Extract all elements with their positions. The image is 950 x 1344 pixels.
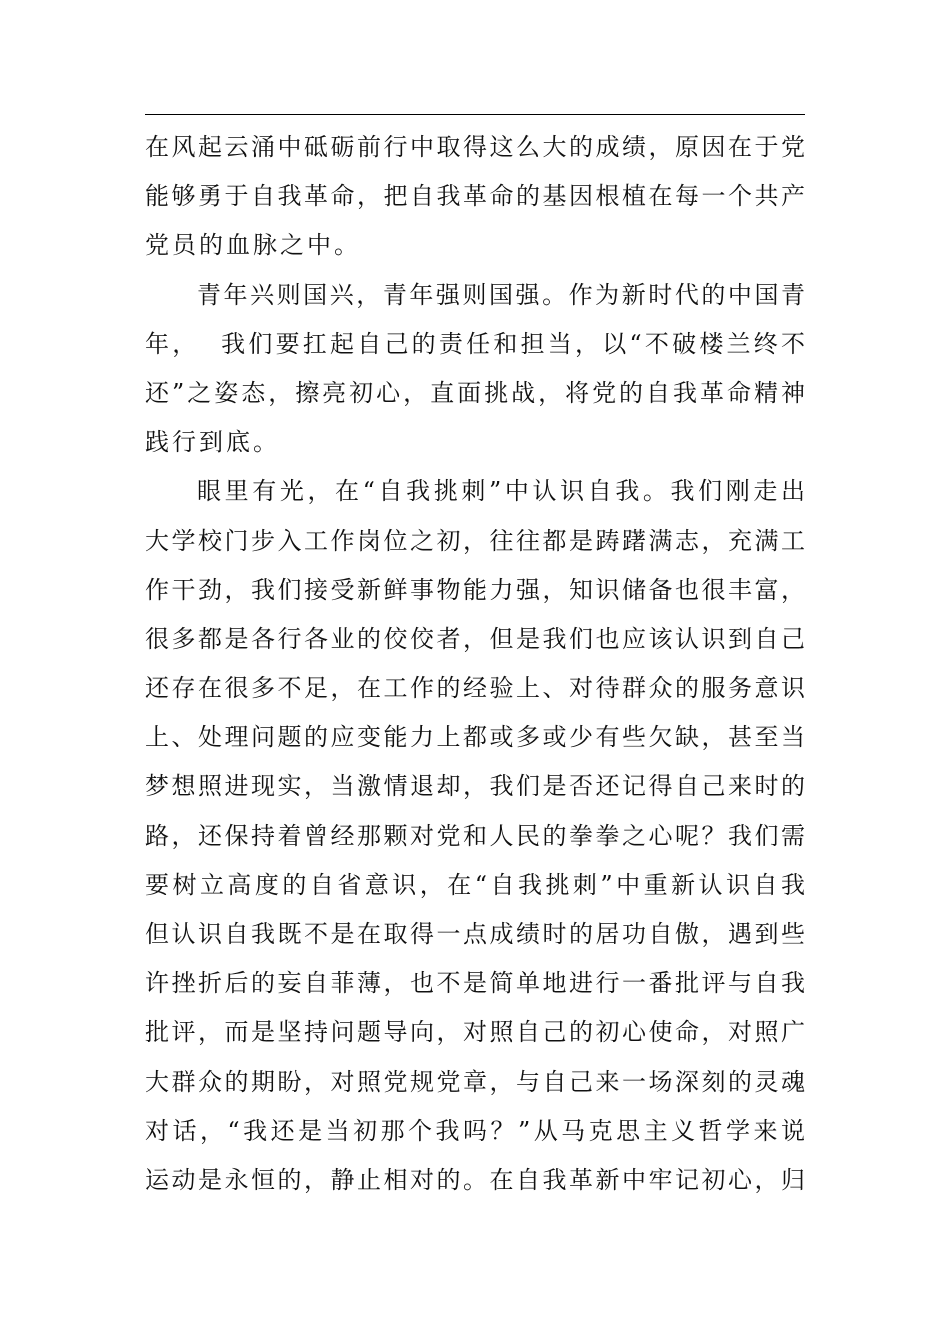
header-rule	[145, 114, 805, 115]
paragraph-2-line-1: 青年兴则国兴，青年强则国强。作为新时代的中国青	[197, 280, 805, 309]
paragraph-3-line-2: 大学校门步入工作岗位之初，往往都是踌躇满志，充满工	[145, 526, 805, 555]
paragraph-3-line-10: 但认识自我既不是在取得一点成绩时的居功自傲，遇到些	[145, 920, 805, 948]
paragraph-3-line-7: 梦想照进现实，当激情退却，我们是否还记得自己来时的	[145, 772, 805, 801]
body-text	[145, 123, 805, 1205]
paragraph-3-line-9: 要树立高度的自省意识，在“自我挑刺”中重新认识自我	[145, 870, 805, 899]
paragraph-3-line-13: 大群众的期盼，对照党规党章，与自己来一场深刻的灵魂	[145, 1067, 805, 1096]
paragraph-3-line-12: 批评，而是坚持问题导向，对照自己的初心使命，对照广	[145, 1018, 805, 1047]
paragraph-2-line-4: 践行到底。	[145, 428, 280, 457]
paragraph-3-line-11: 许挫折后的妄自菲薄，也不是简单地进行一番批评与自我	[145, 969, 805, 998]
paragraph-1-line-1: 在风起云涌中砥砺前行中取得这么大的成绩，原因在于党	[145, 133, 805, 161]
paragraph-3-line-6: 上、处理问题的应变能力上都或多或少有些欠缺，甚至当	[145, 723, 805, 752]
paragraph-3-line-8: 路，还保持着曾经那颗对党和人民的拳拳之心呢？我们需	[145, 821, 805, 850]
paragraph-1-line-3: 党员的血脉之中。	[145, 231, 361, 260]
paragraph-3-line-4: 很多都是各行各业的佼佼者，但是我们也应该认识到自己	[145, 624, 805, 653]
paragraph-3-line-5: 还存在很多不足，在工作的经验上、对待群众的服务意识	[145, 674, 805, 703]
paragraph-3-line-14: 对话，“我还是当初那个我吗？”从马克思主义哲学来说	[145, 1116, 805, 1145]
paragraph-3-line-15: 运动是永恒的，静止相对的。在自我革新中牢记初心，归	[145, 1165, 805, 1194]
paragraph-3-line-3: 作干劲，我们接受新鲜事物能力强，知识储备也很丰富，	[145, 575, 805, 604]
paragraph-2-line-2: 年， 我们要扛起自己的责任和担当，以“不破楼兰终不	[145, 329, 805, 358]
paragraph-3-line-1: 眼里有光，在“自我挑刺”中认识自我。我们刚走出	[197, 477, 805, 506]
paragraph-1-line-2: 能够勇于自我革命，把自我革命的基因根植在每一个共产	[145, 182, 805, 211]
paragraph-2-line-3: 还”之姿态，擦亮初心，直面挑战，将党的自我革命精神	[145, 378, 805, 407]
